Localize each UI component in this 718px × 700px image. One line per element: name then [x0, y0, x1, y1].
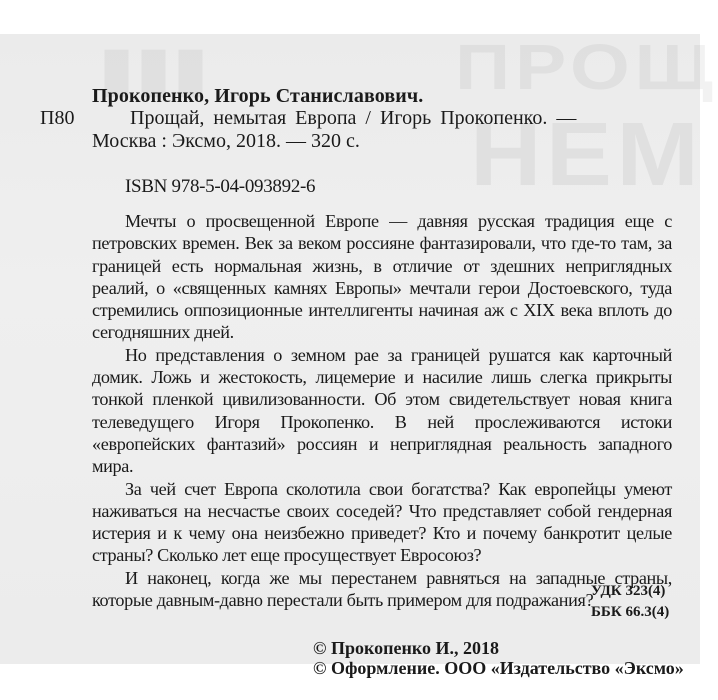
bleed-through-text: НЕМ — [470, 105, 704, 205]
copyright-author: © Прокопенко И., 2018 — [313, 638, 499, 658]
shelf-code: П80 — [40, 107, 75, 129]
isbn: ISBN 978-5-04-093892-6 — [125, 176, 316, 197]
annotation-text — [92, 210, 672, 611]
annotation-paragraph: И наконец, когда же мы перестанем равняться на западные страны, которые давным-давно перестали быть примером для подражания? — [92, 567, 672, 611]
title-line: Прощай, немытая Европа / Игорь Прокопенко. — — [130, 107, 577, 129]
annotation-paragraph: За чей счет Европа сколотила свои богатства? Как европейцы умеют наживаться на несчастье своих соседей? Что представляет собой гендерная истерия и к чему она неизбежно приведет? Кто и почему банкротит целые страны? Сколько лет еще просуществует Евросоюз? — [92, 478, 672, 566]
annotation-paragraph: Мечты о просвещенной Европе — давняя русская традиция еще с петровских времен. Век за веком россияне фантазировали, что где-то там, за границей есть нормальная жизнь, в отличие от здешних неприглядных реалий, о «священных камнях Европы» мечтали герои Достоевского, туда стремились оппозиционные интеллигенты начиная аж с XIX века вплоть до сегодняшних дней. — [92, 211, 672, 343]
publication-line: Москва : Эксмо, 2018. — 320 с. — [92, 130, 360, 152]
annotation-paragraph: Но представления о земном рае за границей рушатся как карточный домик. Ложь и жестокость, лицемерие и насилие лишь слегка прикрыты тонкой пленкой цивилизованности. Об этом свидетельствует новая книга телеведущего Игоря Прокопенко. В ней прослеживаются истоки «европейских фантазий» россиян и неприглядная реальность западного мира. — [92, 344, 672, 477]
udk-code: УДК 323(4) — [591, 583, 666, 599]
bleed-through-text: ПРОЩ — [455, 31, 718, 103]
copyright-publisher: © Оформление. ООО «Издательство «Эксмо» — [313, 658, 684, 678]
bbk-code: ББК 66.3(4) — [591, 604, 670, 620]
book-page — [0, 31, 718, 678]
bleed-through-text: ▮▮▮ — [100, 35, 212, 102]
author-heading: Прокопенко, Игорь Станиславович. — [92, 85, 424, 107]
